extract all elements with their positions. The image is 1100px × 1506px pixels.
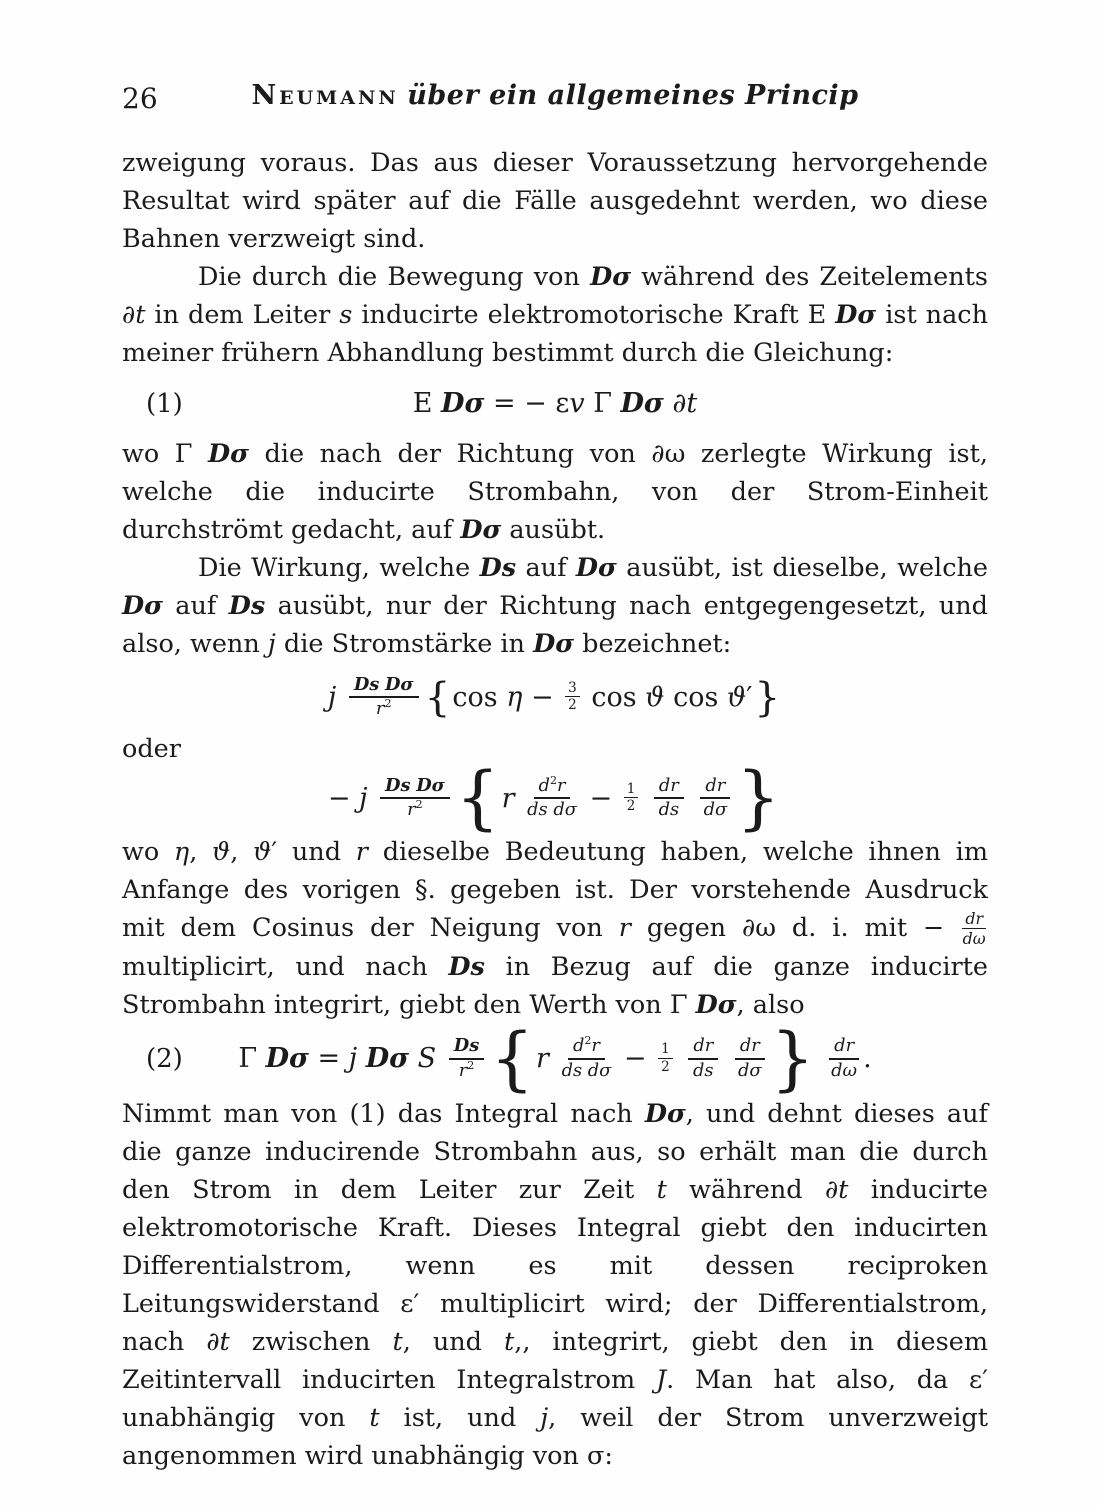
paragraph-nimmt-man: Nimmt man von (1) das Integral nach Dσ, und dehnt dieses auf die ganze inducirende Strombahn aus, so erhält man die durch den Strom in dem Leiter zur Zeit t während ∂t inducirte elektromotorische Kraft. Dieses Integral giebt den inducirten Differentialstrom, wenn es mit dessen reciproken Leitungswiderstand ε′ multiplicirt wird; der Differentialstrom, nach ∂t zwischen t, und t,, integrirt, giebt den in diesem Zeitintervall inducirten Integralstrom J. Man hat also, da ε′ unabhängig von t ist, und j, weil der Strom unverzweigt angenommen wird unabhängig von σ: (122, 1099, 989, 1472)
running-title-text: über ein allgemeines Princip (407, 80, 859, 111)
fraction: $\frac{Ds}{r^2}$ (449, 1036, 484, 1081)
fraction: $\frac{dr}{d\sigma}$ (700, 776, 730, 821)
fraction: $\frac{dr}{d\omega}$ (962, 908, 986, 949)
equation-2-label: (2) (146, 1043, 183, 1074)
fraction: $\frac{1}{2}$ (624, 782, 639, 815)
equation-1-label: (1) (146, 388, 183, 419)
fraction: $\frac{dr}{ds}$ (654, 776, 684, 821)
running-header (122, 80, 988, 120)
paragraph-die-durch: Die durch die Bewegung von Dσ während des Zeitelements ∂t in dem Leiter s inducirte elektromotorische Kraft E Dσ ist nach meiner frühern Abhandlung bestimmt durch die Gleichung: (122, 262, 989, 368)
page-number: 26 (122, 82, 158, 115)
equation-1-formula: E Dσ = − εv Γ Dσ ∂t (412, 388, 698, 419)
fraction: $\frac{d^2r}{\text{ds dσ}}$ (527, 774, 577, 821)
paragraph-zweigung-voraus: zweigung voraus. Das aus dieser Voraussetzung hervorgehende Resultat wird später auf die Fälle ausgedehnt werden, wo diese Bahnen verzweigt sind. (122, 148, 988, 254)
paragraph-oder: oder (122, 733, 181, 764)
fraction: $\frac{1}{2}$ (658, 1042, 673, 1075)
formula-derivative (122, 758, 988, 839)
formula-cosine (122, 675, 988, 720)
equation-1 (122, 388, 988, 419)
fraction: $\frac{d^2r}{\text{ds dσ}}$ (561, 1034, 612, 1081)
fraction: $\frac{\text{Ds Dσ}}{r^2}$ (349, 675, 419, 720)
equation-2 (122, 1018, 988, 1099)
fraction: $\frac{\text{Ds Dσ}}{r^2}$ (380, 776, 450, 821)
fraction: $\frac{3}{2}$ (565, 681, 580, 714)
running-title (122, 80, 988, 111)
paragraph-die-wirkung: Die Wirkung, welche Ds auf Dσ ausübt, ist dieselbe, welche Dσ auf Ds ausübt, nur der Richtung nach entgegengesetzt, und also, wenn j die Stromstärke in Dσ bezeichnet: (122, 553, 989, 659)
fraction: $\frac{dr}{d\sigma}$ (735, 1036, 765, 1081)
equation-2-formula: Γ Dσ = j Dσ S $\frac{Ds}{r^2}$ { r $\frac{d^2r}{\text{ds dσ}}$ − $\frac{1}{2}$ $\frac{dr}{ds}$ $\frac{dr}{d\sigma}$ } $\frac{dr}{d\omega}$ . (238, 1018, 872, 1099)
fraction: $\frac{dr}{d\omega}$ (831, 1035, 858, 1081)
paragraph-wo-gamma: wo Γ Dσ die nach der Richtung von ∂ω zerlegte Wirkung ist, welche die inducirte Strombahn, von der Strom-Einheit durchströmt gedacht, auf Dσ ausübt. (122, 439, 988, 545)
running-title-author: Neumann (251, 80, 399, 111)
formula-cosine-expression: j $\frac{\text{Ds Dσ}}{r^2}$ { cos η − $\frac{3}{2}$ cos ϑ cos ϑ′ } (327, 673, 781, 722)
fraction: $\frac{dr}{ds}$ (688, 1036, 718, 1081)
paragraph-wo-eta: wo η, ϑ, ϑ′ und r dieselbe Bedeutung haben, welche ihnen im Anfange des vorigen §. gegeben ist. Der vorstehende Ausdruck mit dem Cosinus der Neigung von r gegen ∂ω d. i. mit − $\frac{dr}{d\omega}$ multiplicirt, und nach Ds in Bezug auf die ganze inducirte Strombahn integrirt, giebt den Werth von Γ Dσ, also (122, 836, 989, 1021)
formula-derivative-expression: − j $\frac{\text{Ds Dσ}}{r^2}$ { r $\frac{d^2r}{\text{ds dσ}}$ − $\frac{1}{2}$ $\frac{dr}{ds}$ $\frac{dr}{d\sigma}$ } (327, 758, 781, 839)
